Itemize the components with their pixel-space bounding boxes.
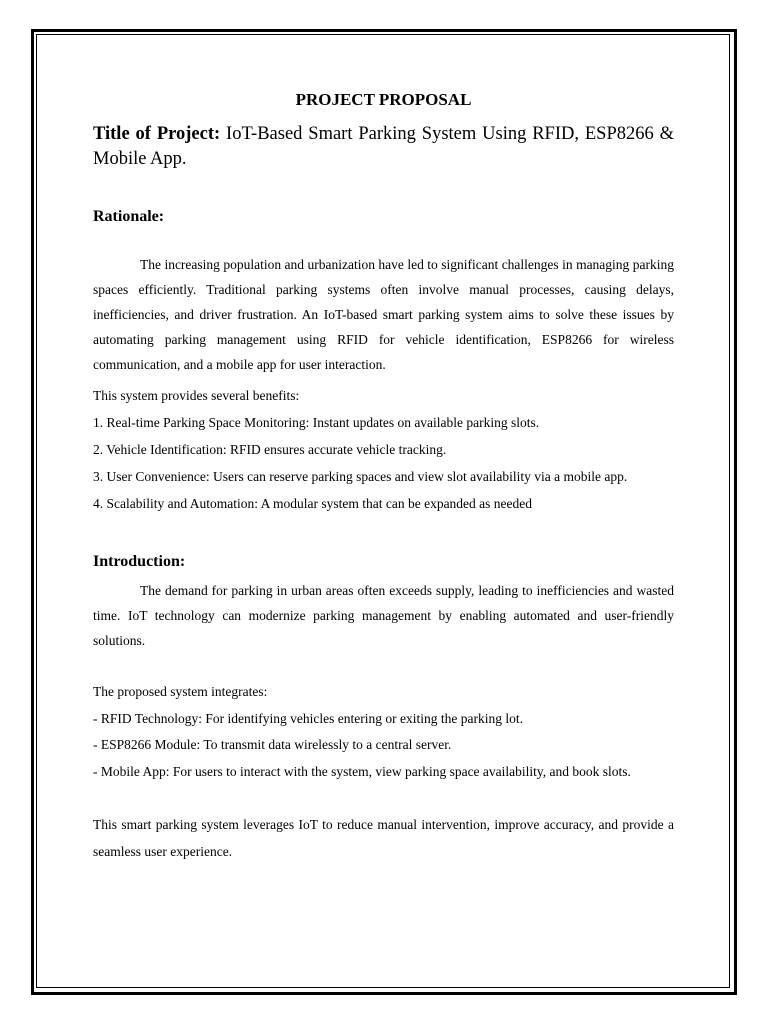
rationale-paragraph: The increasing population and urbanization have led to significant challenges in managing parking spaces efficiently. Traditional parking systems often involve manual processes, causing delays, inefficiencies, and driver frustration. An IoT-based smart parking system aims to solve these issues by automating parking management using RFID for vehicle identification, ESP8266 for wireless communication, and a mobile app for user interaction. [93, 257, 674, 372]
conclusion-paragraph: This smart parking system leverages IoT to reduce manual intervention, improve accuracy, and provide a seamless user experience. [93, 817, 674, 859]
rationale-heading: Rationale: [93, 208, 165, 225]
document-title: PROJECT PROPOSAL [295, 90, 472, 109]
project-title-text: IoT-Based Smart Parking System Using RFID, ESP8266 & Mobile App. [93, 124, 674, 169]
benefit-item: 1. Real-time Parking Space Monitoring: Instant updates on available parking slots. [93, 415, 540, 430]
project-title-label: Title of Project: [93, 124, 221, 144]
component-item: - Mobile App: For users to interact with the system, view parking space availability, and book slots. [93, 763, 631, 779]
introduction-heading: Introduction: [93, 553, 186, 570]
introduction-paragraph: The demand for parking in urban areas often exceeds supply, leading to inefficiencies and wasted time. IoT technology can modernize parking management by enabling automated and user-friendly solutions. [93, 583, 674, 648]
benefits-intro: This system provides several benefits: [93, 388, 300, 403]
benefit-item: 3. User Convenience: Users can reserve parking spaces and view slot availability via a mobile app. [93, 469, 628, 484]
benefit-item: 4. Scalability and Automation: A modular system that can be expanded as needed [93, 496, 533, 511]
document-content [93, 90, 674, 865]
project-title [93, 122, 674, 172]
component-item: - RFID Technology: For identifying vehicles entering or exiting the parking lot. [93, 710, 523, 726]
benefit-item: 2. Vehicle Identification: RFID ensures accurate vehicle tracking. [93, 442, 447, 457]
component-item: - ESP8266 Module: To transmit data wirelessly to a central server. [93, 737, 452, 752]
integrates-intro: The proposed system integrates: [93, 684, 268, 699]
